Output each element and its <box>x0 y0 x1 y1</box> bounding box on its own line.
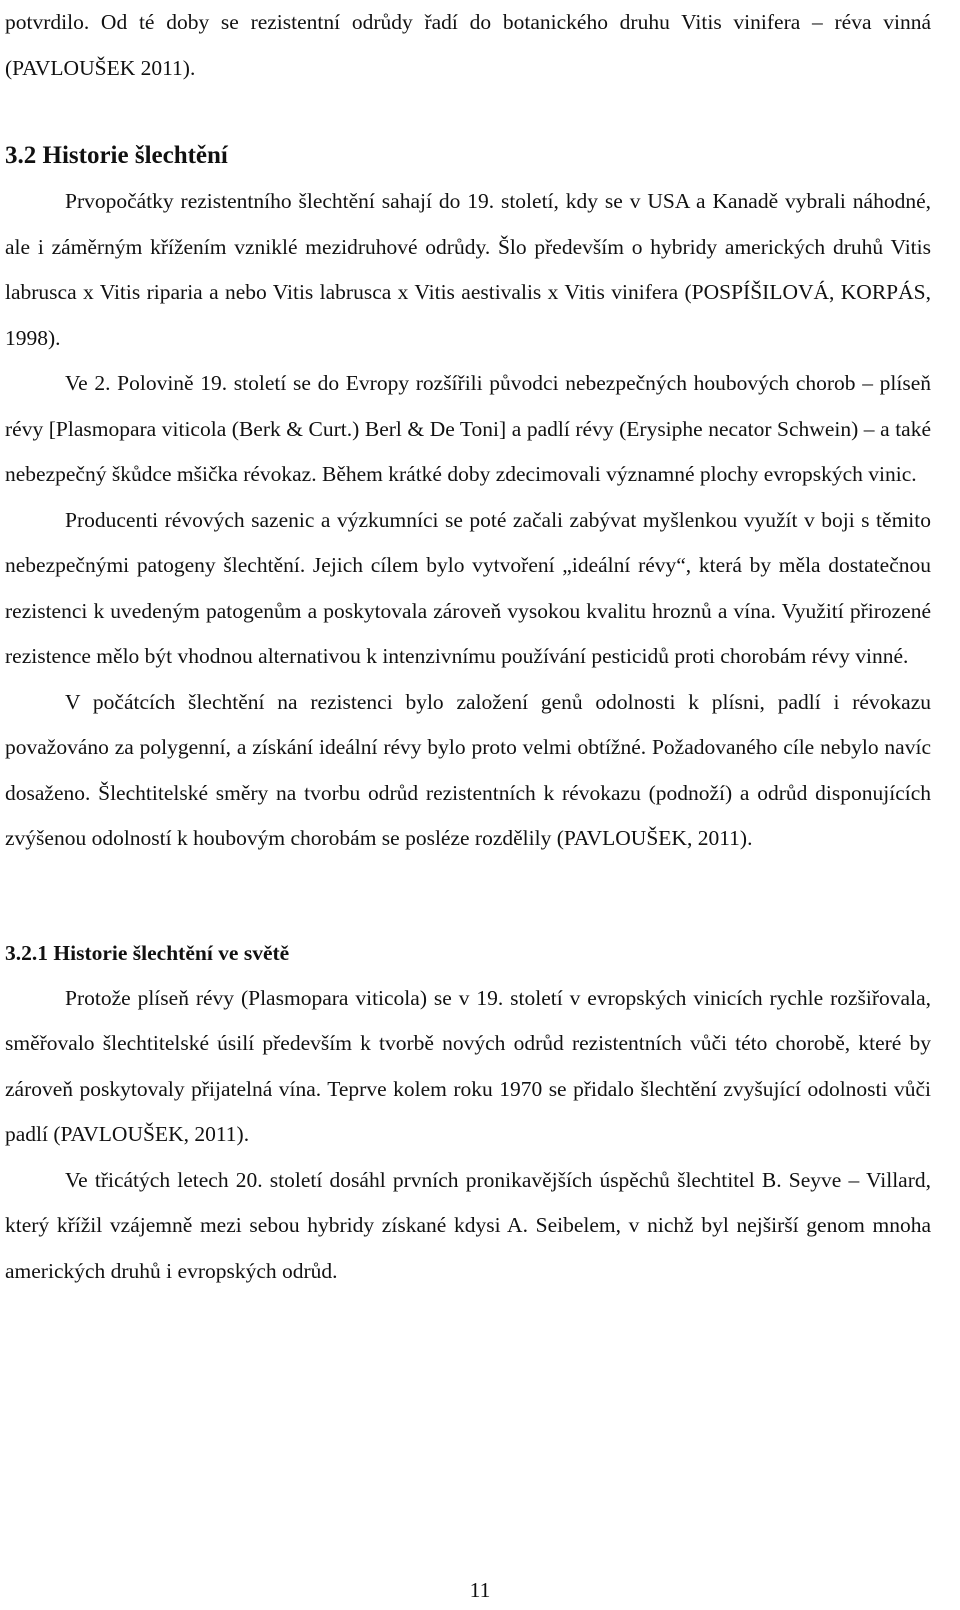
paragraph: Producenti révových sazenic a výzkumníci se poté začali zabývat myšlenkou využít v boji s těmito nebezpečnými patogeny šlechtění. Jejich cílem bylo vytvoření „ideální révy“, která by měla dostatečnou rezistenci k uvedeným patogenům a poskytovala zároveň vysokou kvalitu hroznů a vína. Využití přirozené rezistence mělo být vhodnou alternativou k intenzivnímu používání pesticidů proti chorobám révy vinné. <box>5 507 931 668</box>
subsection-heading: 3.2.1 Historie šlechtění ve světě <box>5 940 290 965</box>
paragraph: Ve 2. Polovině 19. století se do Evropy rozšířili původci nebezpečných houbových chorob – plíseň révy [Plasmopara viticola (Berk & Curt.) Berl & De Toni] a padlí révy (Erysiphe necator Schwein) – a také nebezpečný škůdce mšička révokaz. Během krátké doby zdecimovali významné plochy evropských vinic. <box>5 371 931 486</box>
document-page <box>5 0 931 1294</box>
spacer <box>5 862 931 930</box>
paragraph: Protože plíseň révy (Plasmopara viticola) se v 19. století v evropských vinicích rychle rozšiřovala, směřovalo šlechtitelské úsilí především k tvorbě nových odrůd rezistentních vůči této chorobě, které by zároveň poskytovaly přijatelná vína. Teprve kolem roku 1970 se přidalo šlechtění zvyšující odolnosti vůči padlí (PAVLOUŠEK, 2011). <box>5 985 931 1146</box>
section-heading: 3.2 Historie šlechtění <box>5 142 228 169</box>
paragraph: Ve třicátých letech 20. století dosáhl prvních pronikavějších úspěchů šlechtitel B. Seyve – Villard, který křížil vzájemně mezi sebou hybridy získané kdysi A. Seibelem, v nichž byl nejširší genom mnoha amerických druhů i evropských odrůd. <box>5 1167 931 1283</box>
spacer <box>5 91 931 133</box>
paragraph-continuation: potvrdilo. Od té doby se rezistentní odrůdy řadí do botanického druhu Vitis vinifera – réva vinná (PAVLOUŠEK 2011). <box>5 10 931 80</box>
page-number: 11 <box>469 1578 491 1602</box>
paragraph: V počátcích šlechtění na rezistenci bylo založení genů odolnosti k plísni, padlí i révokazu považováno za polygenní, a získání ideální révy bylo proto velmi obtížné. Požadovaného cíle nebylo navíc dosaženo. Šlechtitelské směry na tvorbu odrůd rezistentních k révokazu (podnoží) a odrůd disponujících zvýšenou odolností k houbovým chorobám se posléze rozdělily (PAVLOUŠEK, 2011). <box>5 689 931 850</box>
paragraph: Prvopočátky rezistentního šlechtění sahají do 19. století, kdy se v USA a Kanadě vybrali náhodné, ale i záměrným křížením vzniklé mezidruhové odrůdy. Šlo především o hybridy amerických druhů Vitis labrusca x Vitis riparia a nebo Vitis labrusca x Vitis aestivalis x Vitis vinifera (POSPÍŠILOVÁ, KORPÁS, 1998). <box>5 189 931 350</box>
